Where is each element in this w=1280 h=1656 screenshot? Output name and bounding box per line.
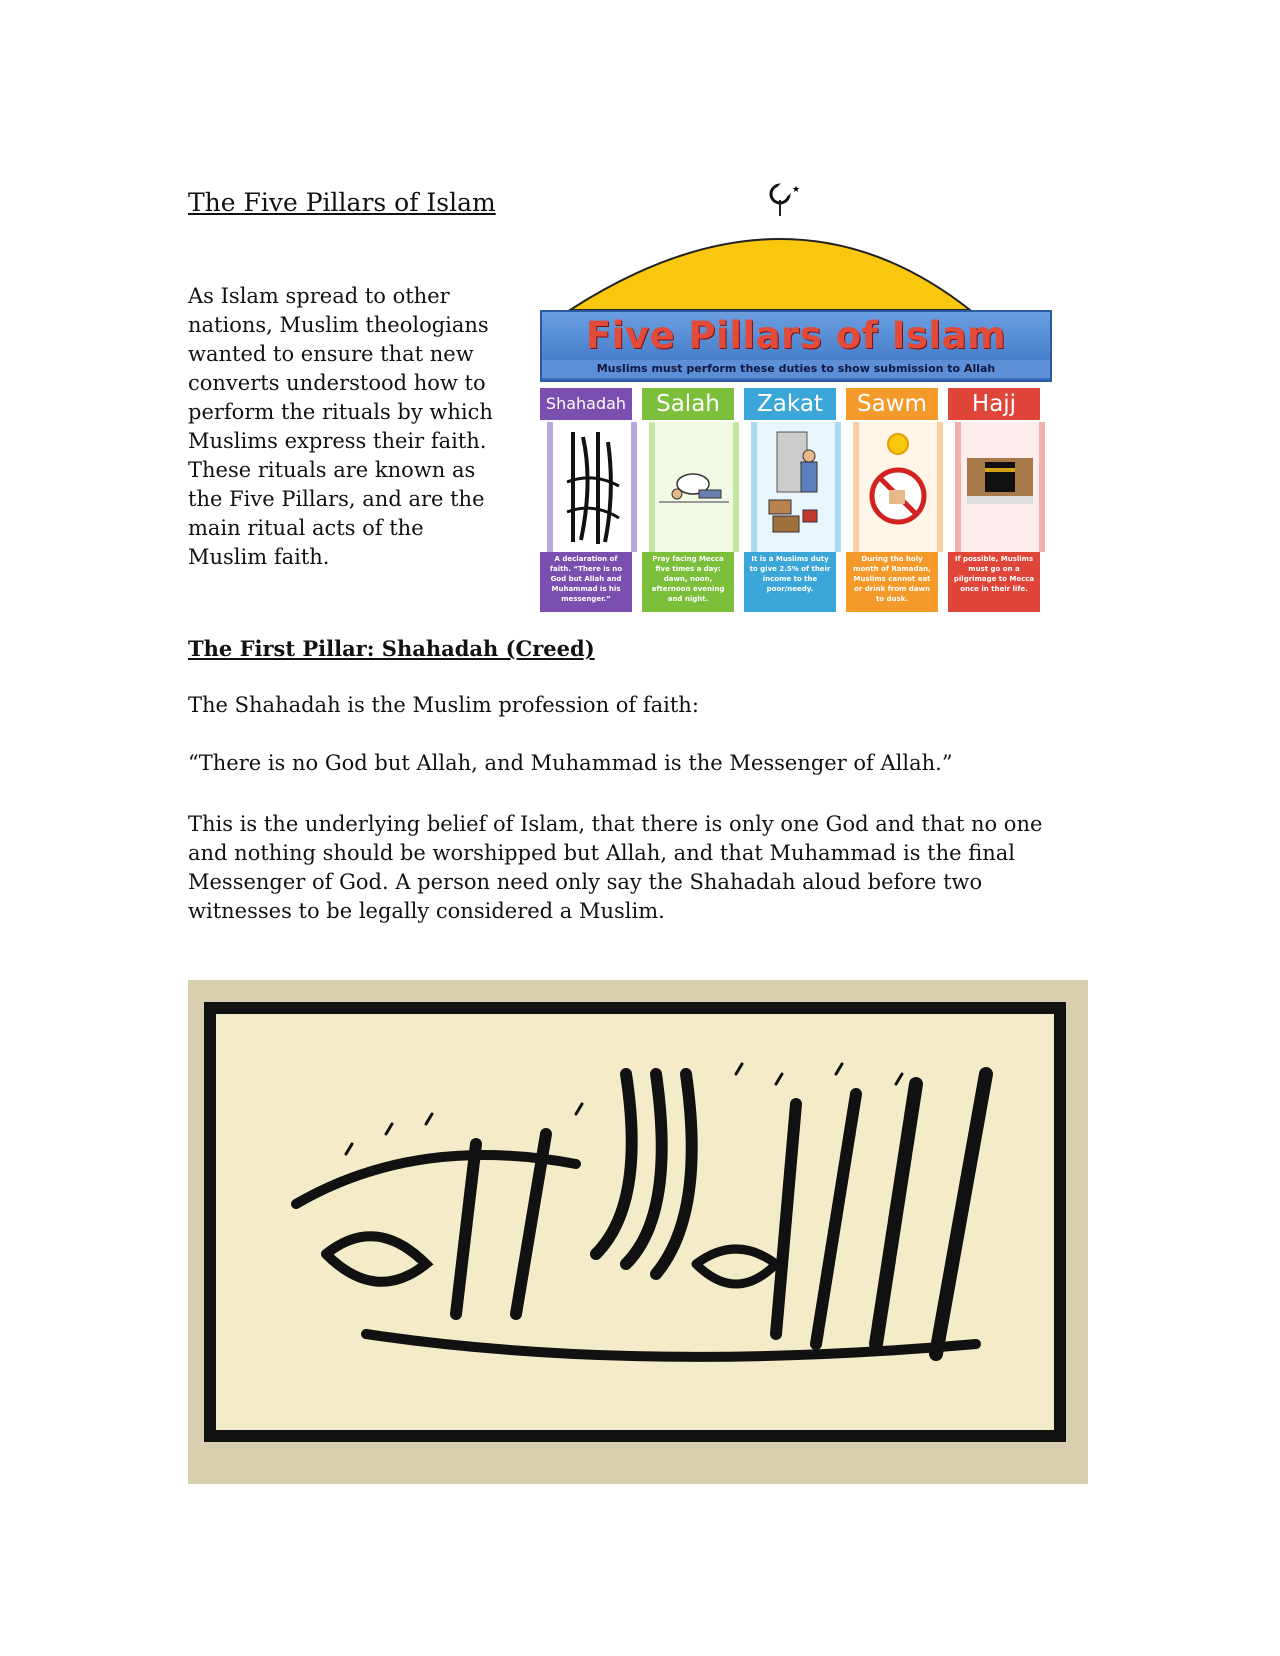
shahadah-quote: “There is no God but Allah, and Muhammad is the Messenger of Allah.” (188, 751, 953, 775)
pillar-salah (642, 388, 734, 606)
picture-frame (204, 1002, 1066, 1442)
calligraphy-icon (553, 422, 631, 552)
shahadah-calligraphy-photo (188, 980, 1088, 1484)
pillar-label: Zakat (744, 388, 836, 420)
pillar-shaft (853, 422, 943, 552)
pillar-description: If possible, Muslims must go on a pilgrimage to Mecca once in their life. (948, 552, 1040, 612)
pillar-shaft (547, 422, 637, 552)
pillar-shaft (955, 422, 1045, 552)
arabic-calligraphy (216, 1014, 1054, 1430)
pillar-label: Sawm (846, 388, 938, 420)
pillar-description: A declaration of faith. “There is no God but Allah and Muhammad is his messenger.” (540, 552, 632, 612)
pillar-description: Pray facing Mecca five times a day: dawn, noon, afternoon evening and night. (642, 552, 734, 612)
pillar-description: During the holy month of Ramadan, Muslims cannot eat or drink from dawn to dusk. (846, 552, 938, 612)
pillar-description: It is a Muslims duty to give 2.5% of their income to the poor/needy. (744, 552, 836, 612)
paragraph: This is the underlying belief of Islam, that there is only one God and that no one and nothing should be worshipped but Allah, and that Muhammad is the final Messenger of God. A person need only say the Shahadah aloud before two witnesses to be legally considered a Muslim. (188, 812, 1043, 923)
paragraph: The Shahadah is the Muslim profession of faith: (188, 693, 699, 717)
pillar-hajj (948, 388, 1040, 606)
kaaba-icon (961, 422, 1039, 552)
no-eating-sun-icon (859, 422, 937, 552)
pillar-label: Salah (642, 388, 734, 420)
giving-person-icon (757, 422, 835, 552)
pillar-shaft (751, 422, 841, 552)
poster-banner (540, 310, 1052, 382)
pillar-shaft (649, 422, 739, 552)
section-heading: The First Pillar: Shahadah (Creed) (188, 636, 595, 661)
svg-text:★: ★ (792, 185, 801, 195)
pillar-zakat (744, 388, 836, 606)
poster-subtitle: Muslims must perform these duties to show submission to Allah (542, 360, 1050, 378)
pillar-sawm (846, 388, 938, 606)
pillar-label: Shahadah (540, 388, 632, 420)
pillar-shahadah (540, 388, 632, 606)
document-title: The Five Pillars of Islam (188, 188, 496, 217)
praying-person-icon (655, 422, 733, 552)
intro-paragraph: As Islam spread to other nations, Muslim theologians wanted to ensure that new converts understood how to perform the rituals by which Muslims express their faith. These rituals are known as the Five Pillars, and are the main ritual acts of the Muslim faith. (188, 284, 493, 569)
mosque-dome-illustration (530, 178, 1060, 318)
pillar-label: Hajj (948, 388, 1040, 420)
five-pillars-poster (530, 178, 1060, 603)
poster-title: Five Pillars of Islam (585, 314, 1007, 357)
